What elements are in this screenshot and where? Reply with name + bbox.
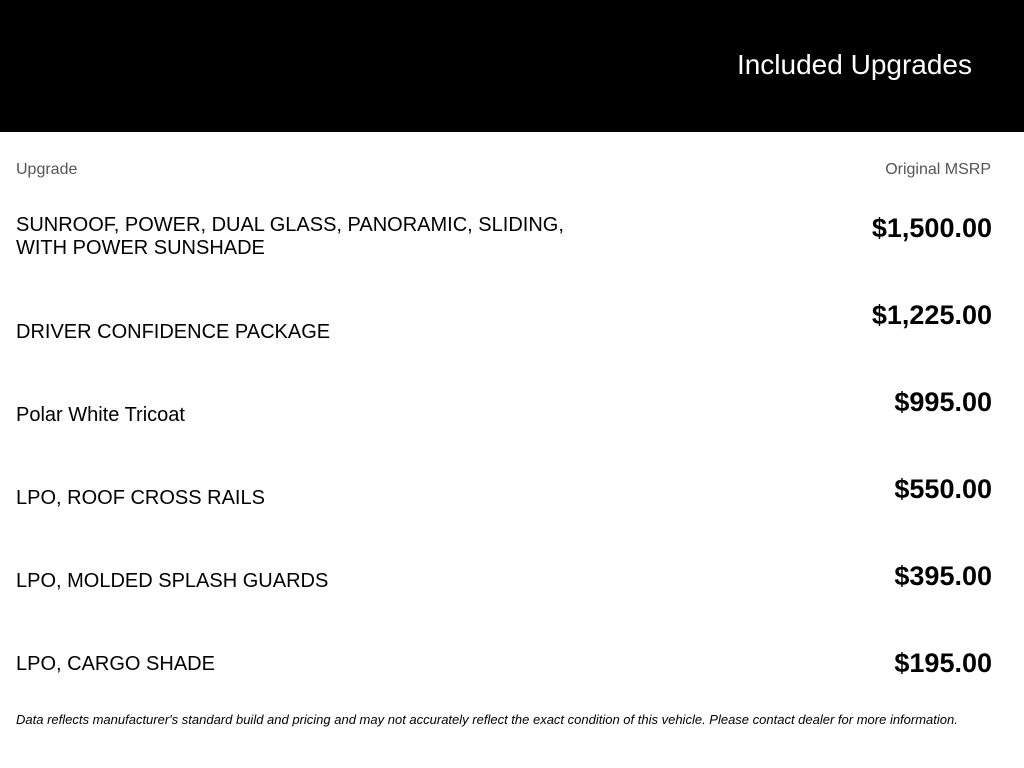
- upgrade-price: $195.00: [894, 648, 992, 678]
- upgrade-name: LPO, CARGO SHADE: [16, 653, 215, 675]
- upgrade-name: Polar White Tricoat: [16, 404, 185, 426]
- upgrade-price: $550.00: [894, 474, 992, 504]
- upgrade-name: LPO, ROOF CROSS RAILS: [16, 487, 265, 509]
- page-title: Included Upgrades: [736, 49, 972, 80]
- upgrade-name: LPO, MOLDED SPLASH GUARDS: [16, 570, 329, 592]
- column-header-upgrade: Upgrade: [16, 161, 78, 178]
- upgrade-price: $1,225.00: [871, 300, 992, 330]
- disclaimer-text: Data reflects manufacturer's standard build and pricing and may not accurately reflect the exact condition of this vehicle. Please contact dealer for more information.: [16, 712, 958, 727]
- upgrade-price: $395.00: [894, 561, 992, 591]
- upgrade-price: $995.00: [894, 387, 992, 417]
- upgrade-name: SUNROOF, POWER, DUAL GLASS, PANORAMIC, SLIDING, WITH POWER SUNSHADE: [16, 214, 564, 259]
- upgrade-price: $1,500.00: [871, 213, 992, 243]
- header-bar: [0, 0, 1024, 132]
- column-header-msrp: Original MSRP: [885, 161, 991, 178]
- upgrade-name: DRIVER CONFIDENCE PACKAGE: [16, 321, 331, 343]
